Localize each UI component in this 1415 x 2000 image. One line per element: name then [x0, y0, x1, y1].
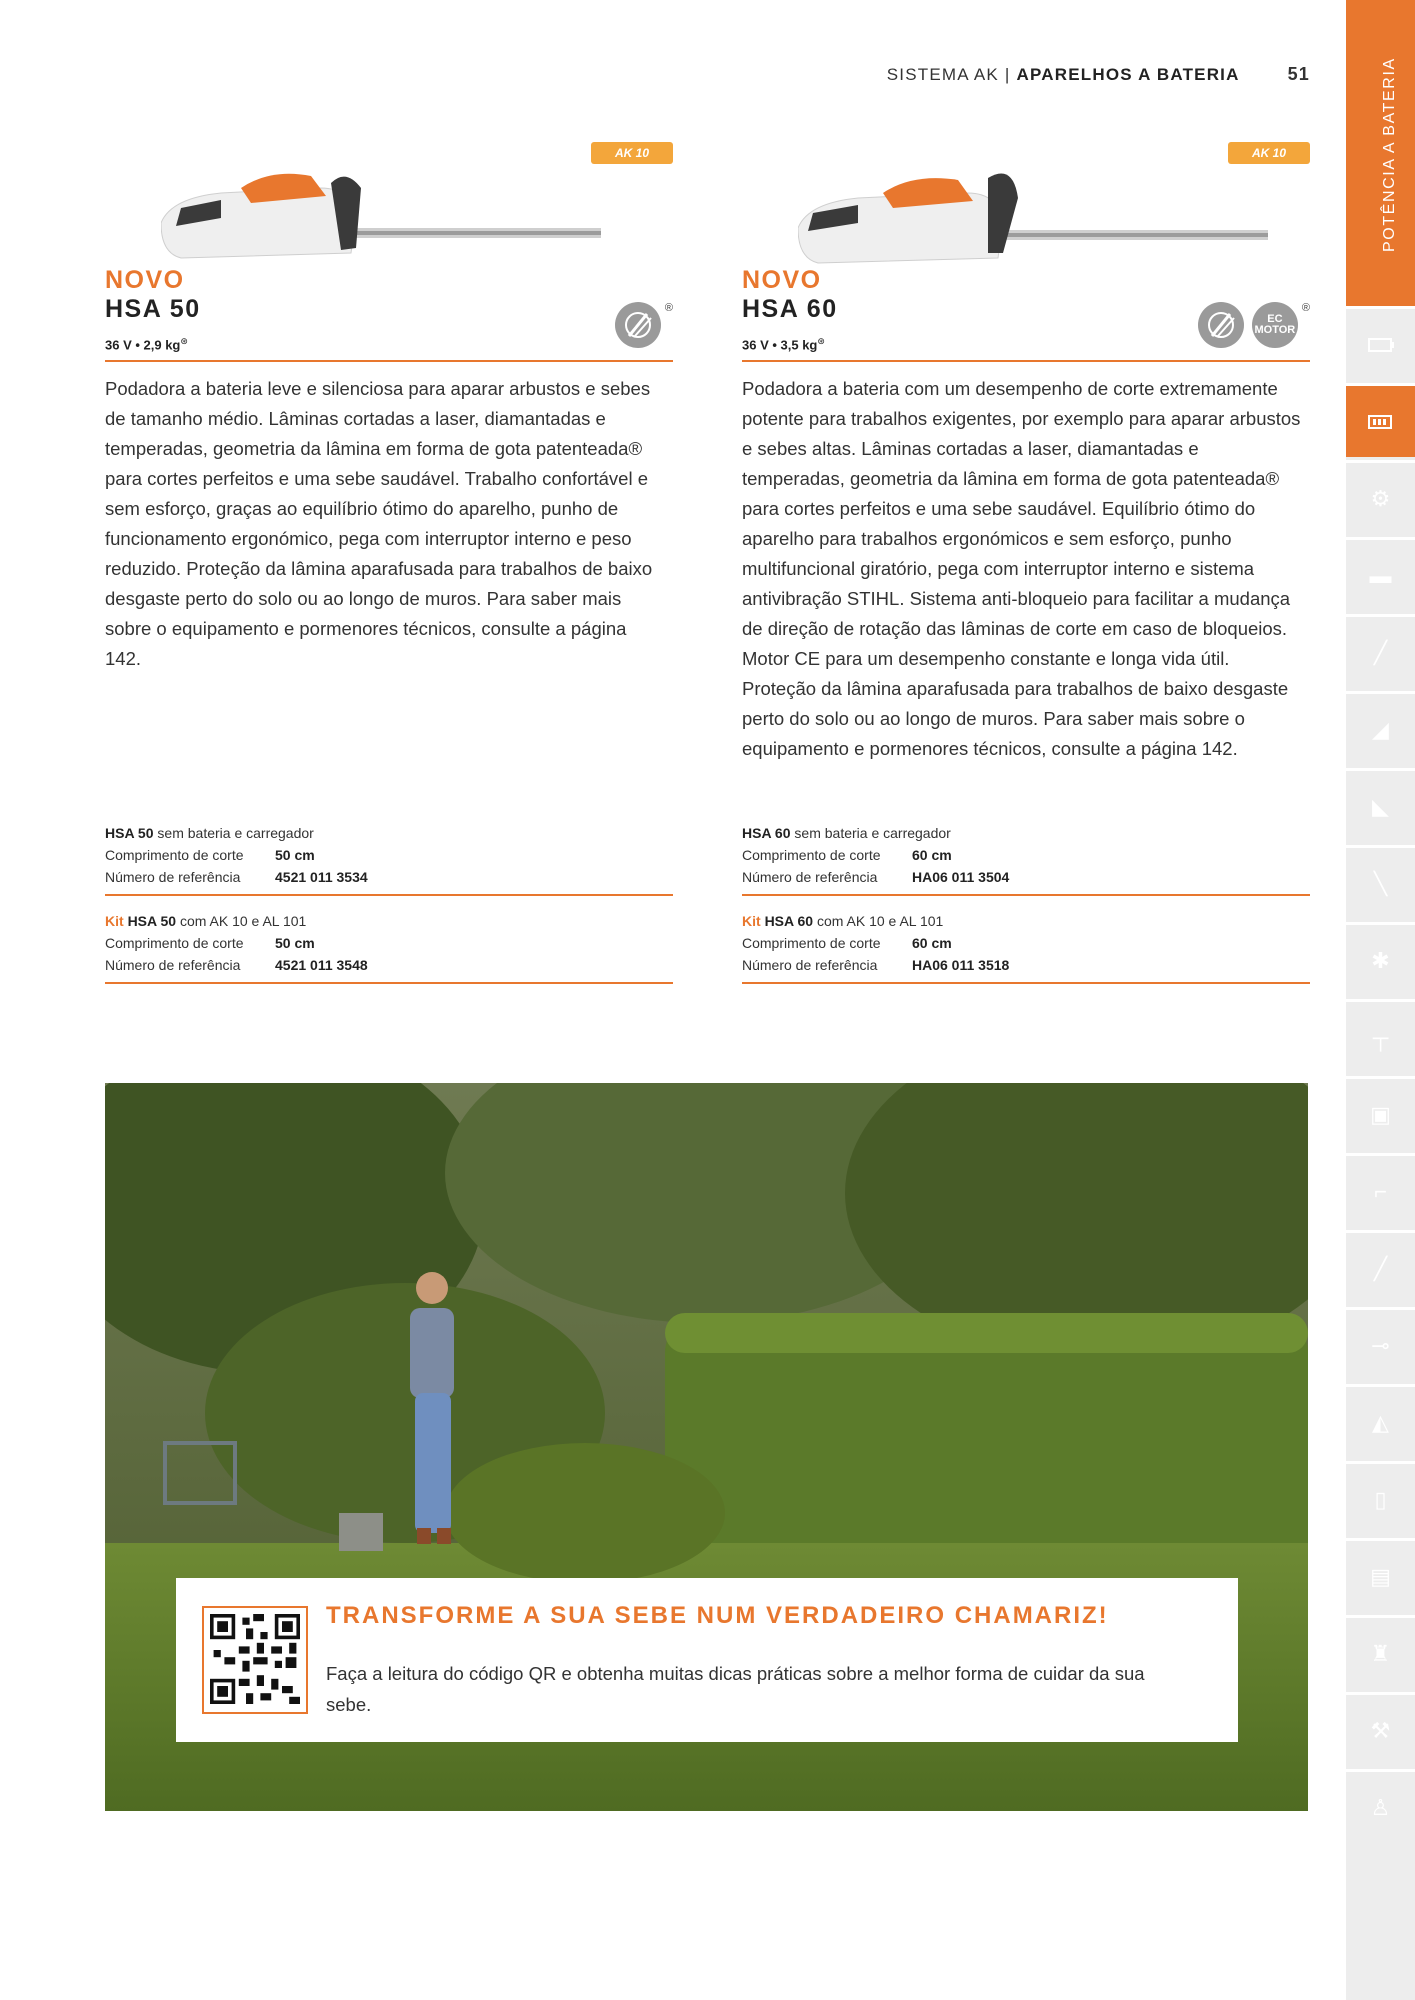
variant-block: [105, 822, 673, 888]
battery-badge: AK 10: [591, 142, 673, 164]
ref-number-label: Número de referência: [105, 869, 241, 885]
mower-icon: ◣: [1372, 793, 1389, 819]
sidebar-active-label: POTÊNCIA A BATERIA: [1381, 57, 1398, 252]
sidebar-active-chapter[interactable]: [1346, 0, 1415, 306]
side-tab-cleaner[interactable]: [1346, 1076, 1415, 1150]
axe-icon: ⚒: [1370, 1717, 1391, 1743]
kit-label: Kit: [105, 913, 124, 929]
robot-mower-icon: ◭: [1372, 1409, 1389, 1435]
phone-icon: ▯: [1374, 1486, 1387, 1512]
variant-suffix: sem bateria e carregador: [794, 825, 951, 841]
specs-text: 36 V • 3,5 kg: [742, 337, 818, 353]
header-rule: [742, 360, 1310, 362]
sprayer-icon: ⌐: [1374, 1178, 1387, 1204]
registered-mark: ®: [1301, 302, 1310, 314]
promo-text: Faça a leitura do código QR e obtenha muitas dicas práticas sobre a melhor forma de cuidar da sua sebe.: [326, 1663, 1145, 1715]
ref-number-value: HA06 011 3518: [912, 957, 1010, 973]
side-tab-chainsaw[interactable]: [1346, 460, 1415, 534]
cut-length-label: Comprimento de corte: [105, 847, 244, 863]
ref-number-label: Número de referência: [742, 957, 878, 973]
model-specs: [742, 336, 825, 352]
battery-icon: [1368, 338, 1394, 352]
specs-mark: ⊛: [817, 336, 825, 346]
variant-rule: [742, 894, 1310, 896]
side-tab-protective[interactable]: [1346, 1615, 1415, 1689]
cleaner-icon: ▣: [1370, 1101, 1391, 1127]
side-tab-battery-small[interactable]: [1346, 306, 1415, 380]
battery-badge: AK 10: [1228, 142, 1310, 164]
side-tab-clothing[interactable]: [1346, 1769, 1415, 1843]
new-label: NOVO: [742, 266, 822, 294]
header-separator: |: [1004, 65, 1011, 84]
side-tab-sprayer[interactable]: [1346, 1153, 1415, 1227]
variant-name: HSA 50: [105, 825, 154, 841]
blade-icon: [1198, 302, 1244, 348]
chapter-sidebar: [1346, 0, 1415, 2000]
model-name: HSA 50: [105, 295, 201, 323]
hedge-trimmer-image: [798, 168, 1268, 278]
registered-mark: ®: [664, 302, 673, 314]
trimmer-icon: ╱: [1373, 639, 1388, 665]
variant-rule: [105, 982, 673, 984]
cut-length-label: Comprimento de corte: [105, 935, 244, 951]
ec-motor-icon: EC MOTOR: [1252, 302, 1298, 348]
side-tab-auger[interactable]: [1346, 999, 1415, 1073]
variant-block: [105, 910, 673, 976]
variant-block: [742, 822, 1310, 888]
qr-code-icon: [210, 1614, 300, 1704]
side-tab-accessories[interactable]: [1346, 1538, 1415, 1612]
cut-length-value: 60 cm: [912, 847, 952, 863]
header-section: SISTEMA AK: [886, 65, 999, 84]
side-tab-brushcutter[interactable]: [1346, 845, 1415, 919]
specs-text: 36 V • 2,9 kg: [105, 337, 181, 353]
variant-suffix: sem bateria e carregador: [157, 825, 314, 841]
cut-length-value: 60 cm: [912, 935, 952, 951]
side-tab-cutoff[interactable]: [1346, 1307, 1415, 1381]
chainsaw-icon: ⚙: [1370, 485, 1391, 511]
variant-suffix: com AK 10 e AL 101: [816, 913, 944, 929]
pole-saw-icon: ▬: [1369, 562, 1392, 588]
cut-length-value: 50 cm: [275, 935, 315, 951]
model-name: HSA 60: [742, 295, 838, 323]
promo-title: TRANSFORME A SUA SEBE NUM VERDADEIRO CHAMARIZ!: [326, 1602, 1109, 1629]
kit-label: Kit: [742, 913, 761, 929]
feature-icons: [1198, 302, 1310, 348]
shirt-icon: ♙: [1370, 1794, 1391, 1820]
header-chapter: APARELHOS A BATERIA: [1016, 65, 1240, 84]
brushcutter-icon: ╲: [1373, 870, 1388, 896]
side-tab-pole-saw[interactable]: [1346, 537, 1415, 611]
side-tab-mower[interactable]: [1346, 768, 1415, 842]
variant-suffix: com AK 10 e AL 101: [179, 913, 307, 929]
cut-length-value: 50 cm: [275, 847, 315, 863]
specs-mark: ⊛: [180, 336, 188, 346]
side-tab-blower[interactable]: [1346, 691, 1415, 765]
ref-number-value: 4521 011 3534: [275, 869, 368, 885]
page-header: [887, 64, 1310, 85]
hedge-trimmer-image: [161, 168, 631, 278]
auger-icon: ┬: [1372, 1024, 1389, 1050]
header-rule: [105, 360, 673, 362]
battery-icon: [1368, 415, 1394, 429]
side-tab-trimmer[interactable]: [1346, 614, 1415, 688]
cutoff-icon: ⊸: [1371, 1332, 1390, 1358]
variant-block: [742, 910, 1310, 976]
variant-rule: [742, 982, 1310, 984]
pruner-icon: ╱: [1373, 1255, 1388, 1281]
qr-promo-box: [176, 1578, 1238, 1742]
side-tab-battery-active[interactable]: [1346, 383, 1415, 457]
variant-name: HSA 50: [127, 913, 177, 929]
blower-icon: ◢: [1372, 716, 1389, 742]
tiller-icon: ✱: [1371, 947, 1390, 973]
product-description: Podadora a bateria leve e silenciosa para aparar arbustos e sebes de tamanho médio. Lâminas cortadas a laser, diamantadas e temperadas, geometria da lâmina em forma de gota patenteada® para cortes perfeitos e uma sebe saudável. Trabalho confortável e sem esforço, graças ao equilíbrio ótimo do aparelho, punho de funcionamento ergonómico, pega com interruptor interno e peso reduzido. Proteção da lâmina aparafusada para trabalhos de baixo desgaste perto do solo ou ao longo de muros. Para saber mais sobre o equipamento e pormenores técnicos, consulte a página 142.: [105, 378, 653, 669]
box-icon: ▤: [1370, 1563, 1391, 1589]
product-description: Podadora a bateria com um desempenho de corte extremamente potente para trabalhos exigentes, por exemplo para aparar arbustos e sebes altas. Lâminas cortadas a laser, diamantadas e temperadas, geometria da lâmina em forma de gota patenteada® para cortes perfeitos e uma sebe saudável. Equilíbrio ótimo do aparelho para trabalhos ergonómicos e sem esforço, punho multifuncional giratório, pega com interruptor interno e sistema antivibração STIHL. Sistema anti-bloqueio para facilitar a mudança de direção de rotação das lâminas de corte em caso de bloqueios. Motor CE para um desempenho constante e longa vida útil. Proteção da lâmina aparafusada para trabalhos de baixo desgaste perto do solo ou ao longo de muros. Para saber mais sobre o equipamento e pormenores técnicos, consulte a página 142.: [742, 378, 1301, 759]
side-tab-tiller[interactable]: [1346, 922, 1415, 996]
blade-icon: [615, 302, 661, 348]
qr-code[interactable]: [202, 1606, 308, 1714]
jacket-icon: ♜: [1370, 1640, 1391, 1666]
side-tab-app[interactable]: [1346, 1461, 1415, 1535]
side-tab-pruner[interactable]: [1346, 1230, 1415, 1304]
variant-name: HSA 60: [742, 825, 791, 841]
cut-length-label: Comprimento de corte: [742, 847, 881, 863]
ref-number-value: 4521 011 3548: [275, 957, 368, 973]
side-tab-axe[interactable]: [1346, 1692, 1415, 1766]
new-label: NOVO: [105, 266, 185, 294]
side-tab-robot[interactable]: [1346, 1384, 1415, 1458]
feature-icons: [615, 302, 673, 348]
page-number: 51: [1287, 64, 1310, 84]
ref-number-value: HA06 011 3504: [912, 869, 1010, 885]
ref-number-label: Número de referência: [742, 869, 878, 885]
cut-length-label: Comprimento de corte: [742, 935, 881, 951]
ref-number-label: Número de referência: [105, 957, 241, 973]
model-specs: [105, 336, 188, 352]
variant-rule: [105, 894, 673, 896]
variant-name: HSA 60: [764, 913, 814, 929]
